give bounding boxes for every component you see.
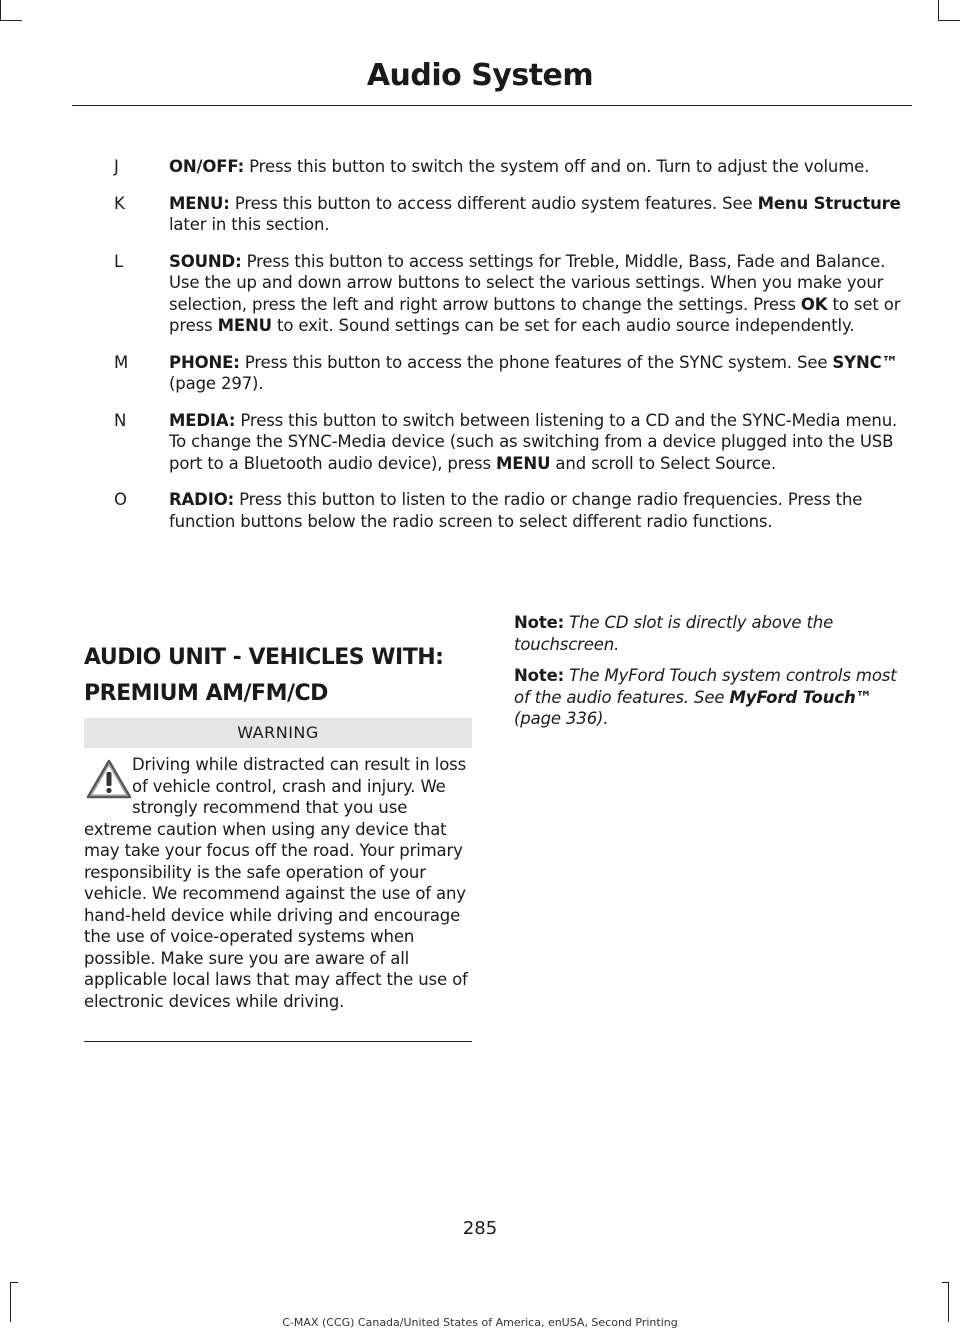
item-term: MENU [217, 316, 272, 335]
note-text-tail: (page 336). [514, 709, 609, 728]
note-reference: MyFord Touch™ [729, 687, 872, 707]
item-text: to exit. Sound settings can be set for each audio source independently. [271, 316, 855, 335]
definition-item [72, 489, 912, 532]
note-text: The CD slot is directly above the touchscreen. [514, 613, 834, 654]
item-description [169, 352, 912, 395]
item-text: (page 297). [169, 374, 264, 393]
definition-item [72, 193, 912, 236]
warning-rule [84, 1041, 472, 1042]
item-term: ON/OFF: [169, 157, 245, 176]
item-term: SYNC™ [832, 352, 898, 372]
crop-mark [938, 0, 939, 20]
item-text: Press this button to switch between listening to a CD and the SYNC-Media menu. To change the SYNC-Media device (such as switching from a device plugged into the USB port to a Bluetooth audio device), press [169, 410, 898, 473]
page-header-title: Audio System [366, 58, 594, 93]
item-term: MEDIA: [169, 410, 236, 430]
item-term: MENU [496, 453, 551, 473]
warning-text-block [84, 754, 472, 1012]
item-term: OK [800, 294, 828, 314]
section-heading-line1: AUDIO UNIT - VEHICLES WITH: [84, 645, 444, 670]
crop-mark [0, 20, 22, 21]
item-letter: O [114, 490, 127, 509]
note-paragraph [514, 665, 904, 730]
item-letter: N [114, 410, 127, 430]
warning-label: WARNING [84, 718, 472, 748]
section-heading-line2: PREMIUM AM/FM/CD [84, 681, 328, 706]
item-description [169, 193, 912, 236]
item-text: and scroll to Select Source. [550, 453, 776, 473]
item-term: RADIO: [169, 490, 235, 509]
item-letter: K [114, 193, 125, 213]
crop-mark [938, 20, 960, 21]
crop-mark [942, 1282, 949, 1283]
definition-item [72, 156, 912, 178]
item-text: later in this section. [169, 215, 330, 234]
item-letter: L [114, 251, 124, 271]
item-description [169, 156, 912, 178]
control-definition-list [72, 156, 912, 547]
crop-mark [10, 1282, 18, 1283]
note-paragraph [514, 612, 904, 655]
item-letter: M [114, 352, 129, 372]
page-footer: C-MAX (CCG) Canada/United States of America, enUSA, Second Printing [282, 1316, 678, 1329]
note-label: Note: [514, 666, 565, 685]
note-label: Note: [514, 613, 565, 632]
item-text: Press this button to switch the system off and on. Turn to adjust the volume. [244, 157, 870, 176]
page-number: 285 [462, 1218, 498, 1239]
item-term: MENU: [169, 193, 230, 213]
section-heading [84, 640, 484, 712]
item-description [169, 251, 912, 337]
definition-item [72, 352, 912, 395]
warning-text: Driving while distracted can result in loss of vehicle control, crash and injury. We strongly recommend that you use extreme caution when using any device that may take your focus off the road. Your primary responsibility is the safe operation of your vehicle. We recommend against the use of any hand-held device while driving and encourage the use of voice-operated systems when possible. Make sure you are aware of all applicable local laws that may affect the use of electronic devices while driving. [84, 755, 468, 1011]
header-rule [72, 105, 912, 106]
definition-item [72, 251, 912, 337]
item-text: Press this button to access different audio system features. See [229, 193, 758, 213]
item-text: Press this button to listen to the radio or change radio frequencies. Press the function buttons below the radio screen to select different radio functions. [169, 490, 863, 531]
item-description [169, 410, 912, 475]
item-text: Press this button to access settings for Treble, Middle, Bass, Fade and Balance. Use the up and down arrow buttons to select the various settings. When you make your selection, press the left and right arrow buttons to change the settings. Press [169, 251, 886, 314]
item-description [169, 489, 912, 532]
crop-mark [0, 0, 1, 20]
item-text: to set or press [169, 294, 901, 335]
item-text: Press this button to access the phone features of the SYNC system. See [239, 352, 833, 372]
item-term: PHONE: [169, 352, 240, 372]
definition-item [72, 410, 912, 475]
item-term: SOUND: [169, 251, 242, 271]
notes-column [514, 612, 904, 740]
item-letter: J [114, 157, 119, 176]
item-term: Menu Structure [757, 193, 901, 213]
note-text: The MyFord Touch system controls most of the audio features. See [514, 666, 897, 707]
